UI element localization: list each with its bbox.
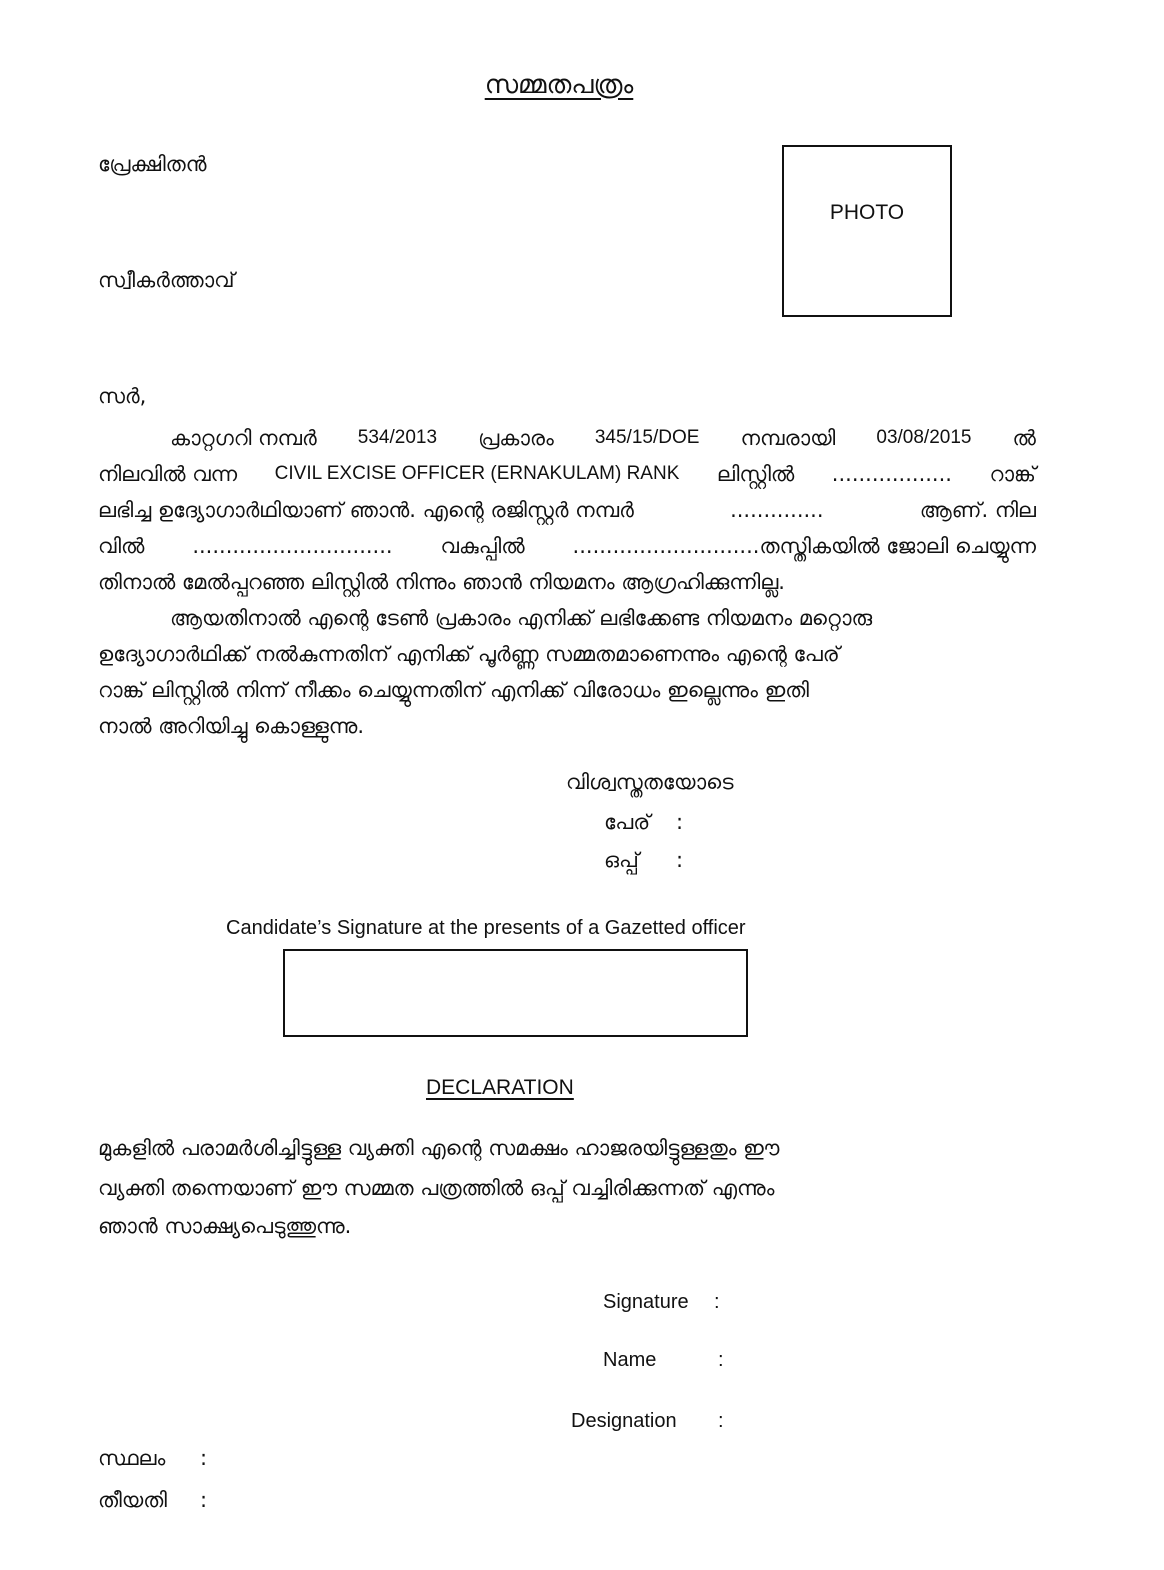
officer-signature-label: Signature: [603, 1291, 689, 1313]
gazetted-signature-box: [283, 949, 748, 1037]
declaration-line-1: മുകളിൽ പരാമർശിച്ചിട്ടുള്ള വ്യക്തി എന്റെ സമക്ഷം ഹാജരയിട്ടുള്ളതും ഈ: [98, 1136, 780, 1160]
para2-line-1: ആയതിനാൽ എന്റെ ടേൺ പ്രകാരം എനിക്ക് ലഭിക്കേണ്ട നിയമനം മറ്റൊരു: [170, 606, 873, 630]
form-title: സമ്മതപത്രം: [484, 70, 634, 100]
date-label: തീയതി: [98, 1488, 167, 1512]
officer-signature-colon: :: [714, 1291, 720, 1313]
photo-box: [782, 145, 952, 317]
body-paragraph: [98, 420, 1036, 744]
para1-line-5: തിനാൽ മേൽപ്പറഞ്ഞ ലിസ്റ്റിൽ നിന്നും ഞാൻ നിയമനം ആഗ്രഹിക്കുന്നില്ല.: [98, 570, 785, 594]
applicant-name-colon: :: [676, 810, 684, 834]
officer-designation-colon: :: [718, 1410, 724, 1432]
declaration-line-2: വ്യക്തി തന്നെയാണ് ഈ സമ്മത പത്രത്തിൽ ഒപ്പ് വച്ചിരിക്കുന്നത് എന്നും: [98, 1176, 775, 1200]
declaration-line-3: ഞാൻ സാക്ഷ്യപെടുത്തുന്നു.: [98, 1214, 352, 1238]
officer-name-colon: :: [718, 1349, 724, 1371]
para1-line-4: വിൽ .............................. വകുപ്പിൽ ............................തസ്തികയിൽ ജോലി ചെയ്യുന്ന: [98, 534, 1036, 558]
photo-label: PHOTO: [829, 201, 905, 224]
sender-label: പ്രേക്ഷിതൻ: [98, 152, 207, 176]
declaration-title: DECLARATION: [426, 1076, 574, 1099]
para2-line-4: നാൽ അറിയിച്ചു കൊള്ളുന്നു.: [98, 714, 365, 738]
applicant-sign-colon: :: [676, 848, 684, 872]
applicant-sign-label: ഒപ്പ്: [604, 848, 639, 872]
gazetted-signature-caption: Candidate’s Signature at the presents of a Gazetted officer: [226, 917, 746, 939]
para2-line-3: റാങ്ക് ലിസ്റ്റിൽ നിന്ന് നീക്കം ചെയ്യുന്നതിന് എനിക്ക് വിരോധം ഇല്ലെന്നും ഇതി: [98, 678, 809, 702]
para1-line-3: ലഭിച്ച ഉദ്യോഗാർഥിയാണ് ഞാൻ. എന്റെ രജിസ്റ്റർ നമ്പർ .............. ആണ്. നില: [98, 498, 1036, 522]
para1-line-1: കാറ്റഗറി നമ്പർ 534/2013 പ്രകാരം 345/15/DOE നമ്പരായി 03/08/2015 ൽ: [170, 426, 1036, 450]
date-colon: :: [200, 1488, 208, 1512]
closing-text: വിശ്വസ്തതയോടെ: [566, 770, 734, 794]
officer-designation-label: Designation: [571, 1410, 677, 1432]
applicant-name-label: പേര്: [604, 810, 651, 834]
para2-line-2: ഉദ്യോഗാർഥിക്ക് നൽകുന്നതിന് എനിക്ക് പൂർണ്ണ സമ്മതമാണെന്നും എന്റെ പേര്: [98, 642, 840, 666]
place-label: സ്ഥലം: [98, 1446, 166, 1470]
para1-line-2: നിലവിൽ വന്ന CIVIL EXCISE OFFICER (ERNAKULAM) RANK ലിസ്റ്റിൽ .................. റാങ്ക്: [98, 462, 1036, 486]
place-colon: :: [200, 1446, 208, 1470]
salutation: സർ,: [98, 384, 147, 408]
recipient-label: സ്വീകർത്താവ്: [98, 268, 235, 292]
officer-name-label: Name: [603, 1349, 657, 1371]
